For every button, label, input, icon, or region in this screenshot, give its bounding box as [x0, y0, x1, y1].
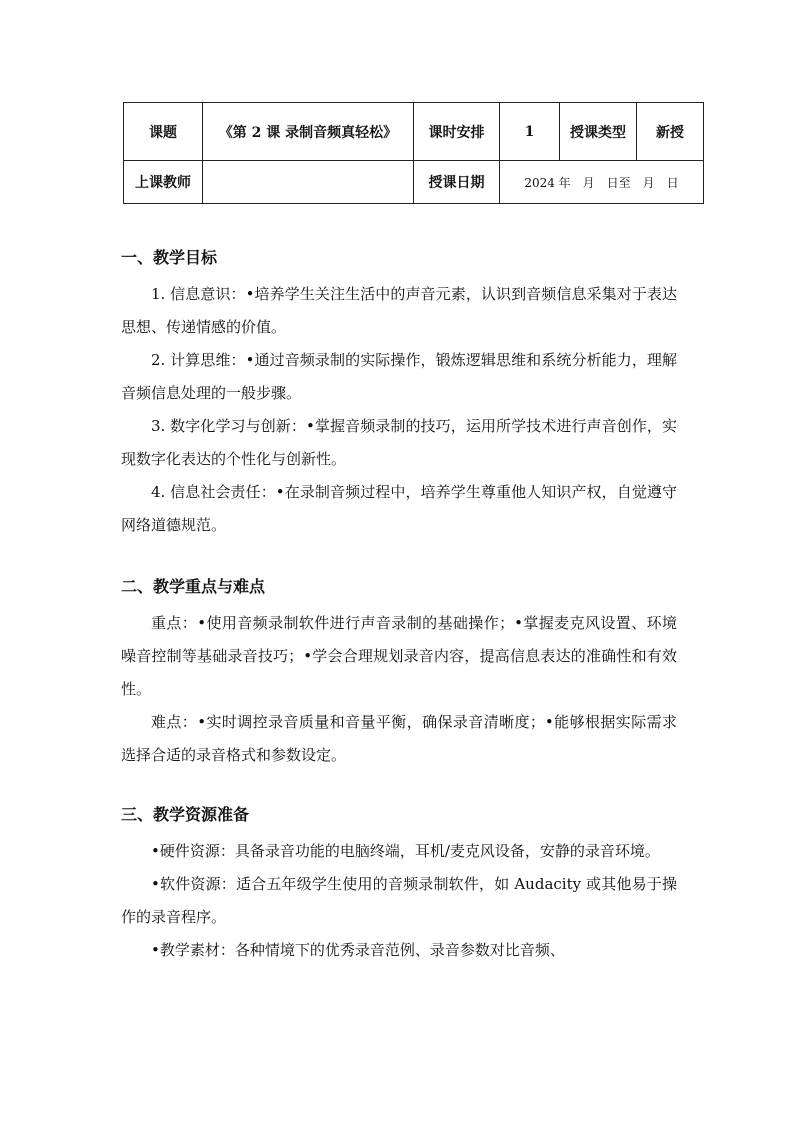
date-label: 授课日期 [414, 161, 500, 204]
resource-item: •硬件资源：具备录音功能的电脑终端，耳机/麦克风设备，安静的录音环境。 [151, 842, 660, 860]
objective-item: 4. 信息社会责任：•在录制音频过程中，培养学生尊重他人知识产权，自觉遵守网络道德规范。 [121, 483, 677, 534]
info-row-2 [124, 161, 704, 204]
hours-value: 1 [500, 103, 560, 161]
type-label: 授课类型 [560, 103, 637, 161]
date-value: 2024 年 月 日至 月 日 [500, 161, 704, 204]
section-heading-key-points: 二、教学重点与难点 [121, 577, 266, 596]
objective-item: 3. 数字化学习与创新：•掌握音频录制的技巧，运用所学技术进行声音创作，实现数字化表达的个性化与创新性。 [121, 417, 677, 468]
objective-item: 1. 信息意识：•培养学生关注生活中的声音元素，认识到音频信息采集对于表达思想、传递情感的价值。 [121, 285, 677, 336]
lesson-info-table [123, 102, 704, 204]
teacher-value [203, 161, 414, 204]
info-row-1 [124, 103, 704, 161]
section-heading-resources: 三、教学资源准备 [121, 805, 250, 824]
difficult-point-text: 难点：•实时调控录音质量和音量平衡，确保录音清晰度；•能够根据实际需求选择合适的录音格式和参数设定。 [121, 713, 677, 764]
hours-label: 课时安排 [414, 103, 500, 161]
type-value: 新授 [637, 103, 704, 161]
teacher-label: 上课教师 [124, 161, 203, 204]
objective-item: 2. 计算思维：•通过音频录制的实际操作，锻炼逻辑思维和系统分析能力，理解音频信息处理的一般步骤。 [121, 351, 677, 402]
section-heading-objectives: 一、教学目标 [121, 248, 218, 267]
resource-item: •软件资源：适合五年级学生使用的音频录制软件，如 Audacity 或其他易于操作的录音程序。 [121, 875, 677, 926]
key-point-text: 重点：•使用音频录制软件进行声音录制的基础操作；•掌握麦克风设置、环境噪音控制等基础录音技巧；•学会合理规划录音内容，提高信息表达的准确性和有效性。 [121, 614, 677, 698]
section-spacer [121, 772, 677, 795]
topic-label: 课题 [124, 103, 203, 161]
topic-value: 《第 2 课 录制音频真轻松》 [203, 103, 414, 161]
section-spacer [121, 542, 677, 567]
document-body [121, 238, 677, 967]
resource-item: •教学素材：各种情境下的优秀录音范例、录音参数对比音频、 [151, 941, 565, 959]
